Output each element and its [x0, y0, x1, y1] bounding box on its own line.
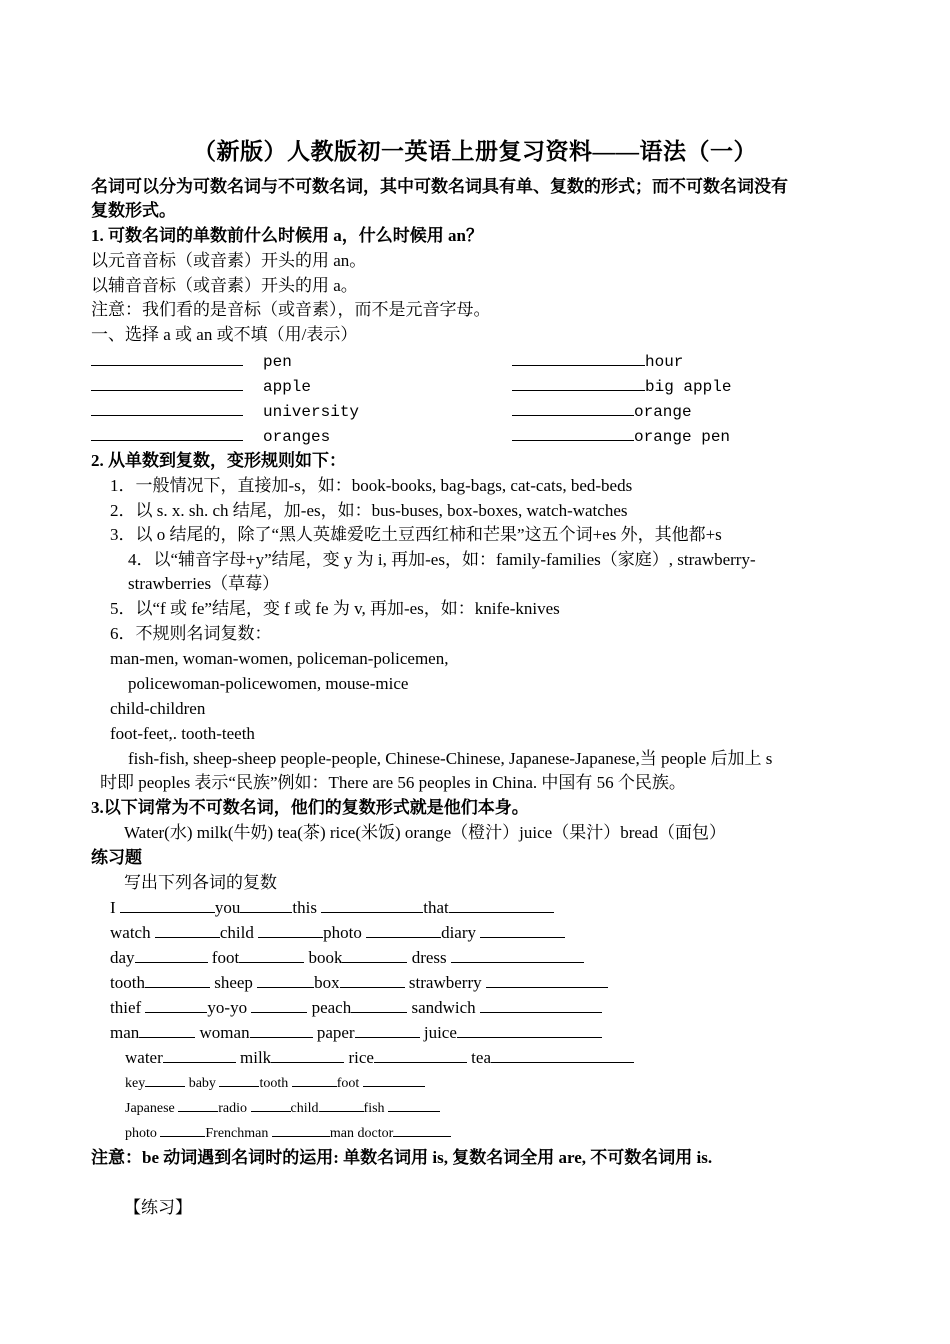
irregular-line-5: fish-fish, sheep-sheep people-people, Chinese-Chinese, Japanese-Japanese,当 people 后加上 s — [128, 749, 773, 768]
answer-blank[interactable] — [480, 997, 602, 1013]
practice-word: dress — [411, 948, 447, 967]
answer-blank[interactable] — [319, 1099, 364, 1112]
plural-rule-5: 5．以“f 或 fe”结尾，变 f 或 fe 为 v, 再加-es，如：knife-knives — [110, 599, 560, 618]
practice-word: that — [423, 898, 449, 917]
answer-blank[interactable] — [219, 1074, 259, 1087]
practice-word: day — [110, 948, 135, 967]
practice-row — [110, 997, 602, 1019]
practice-word: key — [125, 1076, 146, 1091]
answer-blank[interactable] — [178, 1099, 218, 1112]
uncountable-words: Water(水) milk(牛奶) tea(茶) rice(米饭) orange（橙汁）juice（果汁）bread（面包） — [124, 823, 726, 842]
practice-row — [110, 1022, 602, 1044]
section2-heading: 2. 从单数到复数，变形规则如下： — [91, 451, 346, 470]
answer-blank[interactable] — [292, 1074, 337, 1087]
section1-heading: 1. 可数名词的单数前什么时候用 a，什么时候用 an？ — [91, 226, 483, 245]
answer-blank[interactable] — [340, 972, 405, 988]
practice-word: thief — [110, 998, 142, 1017]
irregular-line-4: foot-feet,. tooth-teeth — [110, 724, 255, 743]
practice-word: radio — [218, 1101, 248, 1116]
practice-word: foot — [336, 1076, 360, 1091]
practice-word: peach — [311, 998, 352, 1017]
exercise-row — [91, 350, 292, 373]
practice-word: sandwich — [411, 998, 476, 1017]
practice-word: child — [219, 923, 254, 942]
answer-blank[interactable] — [145, 972, 210, 988]
answer-blank[interactable] — [145, 1074, 185, 1087]
exercise-word: pen — [263, 353, 292, 371]
practice-row — [125, 1123, 451, 1145]
plural-rule-1: 1．一般情况下，直接加-s，如：book-books, bag-bags, cat-cats, bed-beds — [110, 476, 633, 495]
irregular-line-1: man-men, woman-women, policeman-policemen, — [110, 649, 449, 668]
exercise-label: 【练习】 — [124, 1198, 192, 1217]
answer-blank[interactable] — [251, 997, 307, 1013]
answer-blank[interactable] — [258, 922, 323, 938]
answer-blank[interactable] — [363, 1074, 425, 1087]
practice-word: juice — [423, 1023, 457, 1042]
answer-blank[interactable] — [512, 400, 634, 416]
exercise-word: orange — [634, 403, 692, 421]
answer-blank[interactable] — [512, 425, 634, 441]
practice-row — [125, 1098, 440, 1120]
practice-word: watch — [110, 923, 151, 942]
answer-blank[interactable] — [388, 1099, 440, 1112]
section1-rule-a: 以辅音音标（或音素）开头的用 a。 — [91, 276, 358, 295]
answer-blank[interactable] — [155, 922, 220, 938]
exercise-row — [91, 375, 311, 398]
exercise-row — [91, 425, 330, 448]
answer-blank[interactable] — [486, 972, 608, 988]
exercise-row — [512, 425, 730, 448]
practice-word: paper — [316, 1023, 355, 1042]
exercise-word: hour — [645, 353, 684, 371]
practice-word: this — [292, 898, 317, 917]
answer-blank[interactable] — [91, 350, 243, 366]
practice-word: yo-yo — [207, 998, 248, 1017]
section1-rule-an: 以元音音标（或音素）开头的用 an。 — [91, 251, 367, 270]
practice-word: sheep — [214, 973, 253, 992]
practice-word: Frenchman — [205, 1126, 269, 1141]
answer-blank[interactable] — [239, 947, 304, 963]
practice-word: tooth — [259, 1076, 289, 1091]
practice-word: Japanese — [125, 1101, 175, 1116]
practice-word: child — [290, 1101, 319, 1116]
exercise-word: university — [263, 403, 360, 421]
answer-blank[interactable] — [449, 897, 554, 913]
practice-word: fish — [363, 1101, 385, 1116]
practice-row — [125, 1073, 425, 1095]
answer-blank[interactable] — [120, 897, 215, 913]
practice-word: photo — [125, 1126, 157, 1141]
section1-exercise-title: 一、选择 a 或 an 或不填（用/表示） — [91, 325, 358, 344]
exercise-row — [512, 375, 731, 398]
practice-row — [110, 972, 608, 994]
practice-heading: 练习题 — [91, 848, 142, 867]
practice-word: milk — [240, 1048, 272, 1067]
answer-blank[interactable] — [451, 947, 584, 963]
practice-instruction: 写出下列各词的复数 — [124, 873, 277, 892]
answer-blank[interactable] — [512, 350, 645, 366]
answer-blank[interactable] — [351, 997, 407, 1013]
plural-rule-6: 6．不规则名词复数： — [110, 624, 272, 643]
answer-blank[interactable] — [272, 1124, 330, 1137]
section1-note: 注意：我们看的是音标（或音素），而不是元音字母。 — [91, 300, 491, 319]
answer-blank[interactable] — [457, 1022, 602, 1038]
page-title: （新版）人教版初一英语上册复习资料——语法（一） — [193, 139, 757, 164]
practice-word: man — [110, 1023, 140, 1042]
exercise-word: oranges — [263, 428, 331, 446]
answer-blank[interactable] — [393, 1124, 451, 1137]
irregular-line-6: 时即 peoples 表示“民族”例如：There are 56 peoples in China. 中国有 56 个民族。 — [100, 773, 686, 792]
practice-word: foot — [211, 948, 240, 967]
exercise-row — [91, 400, 359, 423]
plural-rule-2: 2．以 s. x. sh. ch 结尾，加-es，如：bus-buses, box-boxes, watch-watches — [110, 501, 628, 520]
practice-word: strawberry — [408, 973, 482, 992]
intro-line-1: 名词可以分为可数名词与不可数名词，其中可数名词具有单、复数的形式；而不可数名词没有 — [91, 177, 788, 196]
answer-blank[interactable] — [480, 922, 565, 938]
exercise-word: big apple — [645, 378, 732, 396]
answer-blank[interactable] — [91, 375, 243, 391]
answer-blank[interactable] — [355, 1022, 420, 1038]
practice-word: I — [110, 898, 116, 917]
intro-line-2: 复数形式。 — [91, 201, 176, 220]
answer-blank[interactable] — [160, 1124, 205, 1137]
exercise-word: apple — [263, 378, 312, 396]
answer-blank[interactable] — [240, 897, 292, 913]
practice-word: baby — [188, 1076, 216, 1091]
plural-rule-3: 3．以 o 结尾的，除了“黑人英雄爱吃土豆西红柿和芒果”这五个词+es 外，其他都+s — [110, 525, 722, 544]
practice-word: woman — [199, 1023, 250, 1042]
practice-row — [110, 897, 554, 919]
practice-row — [110, 947, 584, 969]
irregular-line-3: child-children — [110, 699, 206, 718]
practice-word: tea — [471, 1048, 491, 1067]
plural-rule-4: 4．以“辅音字母+y”结尾，变 y 为 i, 再加-es，如：family-families（家庭）, strawberry- — [128, 550, 756, 569]
practice-word: water — [125, 1048, 163, 1067]
irregular-line-2: policewoman-policewomen, mouse-mice — [128, 674, 409, 693]
answer-blank[interactable] — [257, 972, 314, 988]
answer-blank[interactable] — [374, 1047, 467, 1063]
answer-blank[interactable] — [271, 1047, 344, 1063]
answer-blank[interactable] — [91, 425, 243, 441]
practice-word: tooth — [110, 973, 145, 992]
answer-blank[interactable] — [342, 947, 407, 963]
exercise-row — [512, 400, 692, 423]
practice-word: diary — [441, 923, 477, 942]
answer-blank[interactable] — [135, 947, 208, 963]
answer-blank[interactable] — [250, 1022, 313, 1038]
answer-blank[interactable] — [139, 1022, 195, 1038]
answer-blank[interactable] — [491, 1047, 634, 1063]
practice-word: you — [214, 898, 241, 917]
practice-word: photo — [323, 923, 362, 942]
practice-row — [110, 922, 565, 944]
answer-blank[interactable] — [512, 375, 645, 391]
section3-heading: 3.以下词常为不可数名词，他们的复数形式就是他们本身。 — [91, 798, 529, 817]
answer-blank[interactable] — [321, 897, 423, 913]
exercise-word: orange pen — [634, 428, 731, 446]
practice-word: man doctor — [329, 1126, 394, 1141]
answer-blank[interactable] — [91, 400, 243, 416]
answer-blank[interactable] — [145, 997, 207, 1013]
answer-blank[interactable] — [163, 1047, 236, 1063]
practice-word: rice — [348, 1048, 374, 1067]
practice-row — [125, 1047, 634, 1069]
practice-word: box — [314, 973, 340, 992]
plural-rule-4-cont: strawberries（草莓） — [128, 574, 280, 593]
practice-word: book — [308, 948, 343, 967]
answer-blank[interactable] — [366, 922, 441, 938]
answer-blank[interactable] — [251, 1099, 291, 1112]
be-verb-note: 注意：be 动词遇到名词时的运用: 单数名词用 is, 复数名词全用 are, 不可数名词用 is. — [91, 1148, 713, 1167]
exercise-row — [512, 350, 683, 373]
